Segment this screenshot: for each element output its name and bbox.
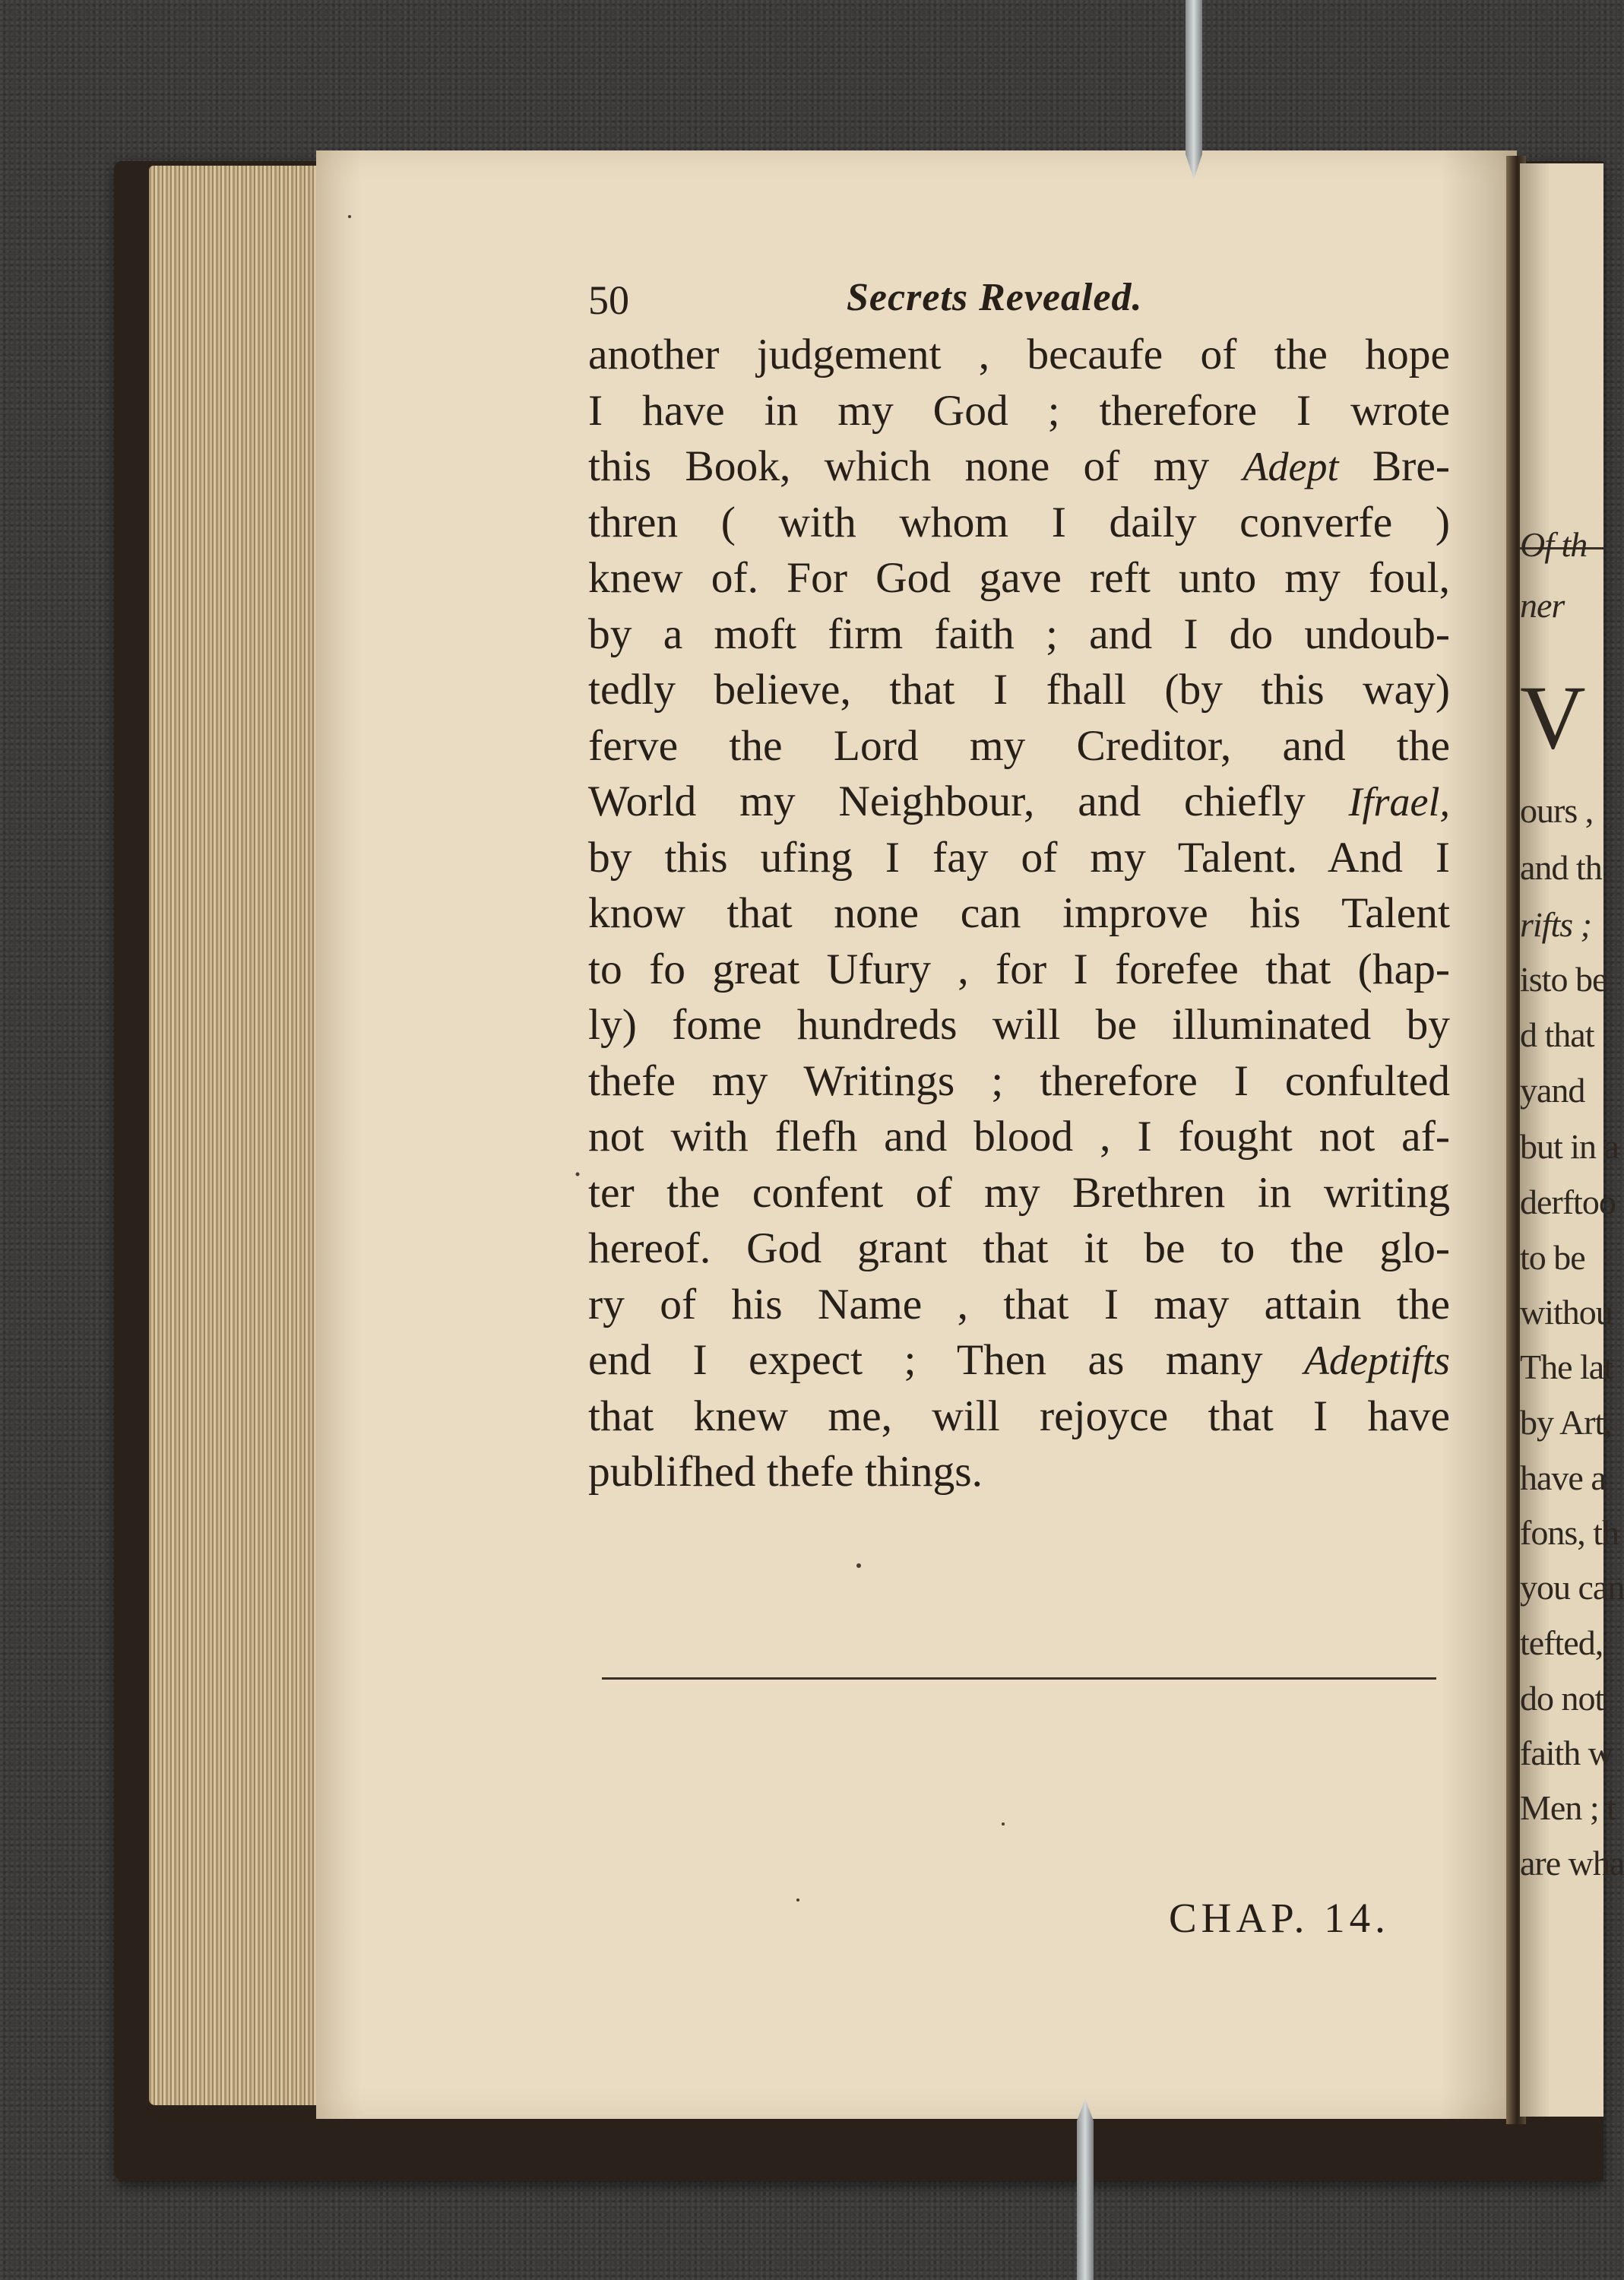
facing-page-line: withou	[1520, 1293, 1613, 1332]
text-run: ry of his Name , that I may attain the	[588, 1280, 1450, 1328]
text-line	[588, 942, 1450, 998]
text-line	[588, 606, 1450, 663]
text-line	[588, 997, 1450, 1053]
facing-page-line: derftoo	[1520, 1183, 1616, 1221]
text-line	[588, 1165, 1450, 1221]
facing-page-line: do not	[1520, 1679, 1604, 1718]
facing-page-line: d that	[1520, 1015, 1594, 1054]
text-line	[588, 1332, 1450, 1389]
text-line	[588, 662, 1450, 718]
facing-page-line: you can	[1520, 1568, 1624, 1607]
running-title: Secrets Revealed.	[847, 276, 1143, 319]
facing-page-line: ours ,	[1520, 791, 1594, 830]
text-run: thren ( with whom I daily converfe )	[588, 498, 1450, 546]
facing-page-line: V	[1520, 667, 1585, 768]
facing-page-line: to be	[1520, 1238, 1585, 1277]
text-run: I have in my God ; therefore I wrote	[588, 386, 1450, 435]
text-line	[588, 1389, 1450, 1445]
text-line	[588, 1109, 1450, 1165]
catchword: CHAP. 14.	[1169, 1895, 1390, 1941]
text-run: end I expect ; Then as many	[588, 1336, 1305, 1384]
facing-page-line: rifts ;	[1520, 905, 1591, 944]
facing-page-line: The lat	[1520, 1347, 1613, 1386]
text-line	[588, 1053, 1450, 1110]
running-head	[588, 277, 1450, 327]
text-line	[588, 327, 1450, 383]
facing-page-line: yand	[1520, 1071, 1585, 1110]
text-block	[588, 277, 1450, 1500]
text-run: thefe my Writings ; therefore I confulted	[588, 1056, 1450, 1105]
page-edges	[149, 166, 322, 2105]
text-run: ly) fome hundreds will be illuminated by	[588, 1001, 1450, 1049]
text-line	[588, 1277, 1450, 1333]
text-line	[588, 885, 1450, 942]
facing-page-line: isto be	[1520, 960, 1607, 999]
text-line	[588, 495, 1450, 551]
facing-page-line: Men ; t	[1520, 1788, 1616, 1827]
text-line	[588, 774, 1450, 830]
section-end-rule	[602, 1677, 1436, 1680]
text-run: World my Neighbour, and chiefly	[588, 777, 1349, 825]
text-line	[588, 550, 1450, 606]
text-run: that knew me, will rejoyce that I have	[588, 1392, 1450, 1440]
text-run: Bre-	[1338, 442, 1450, 490]
text-line	[588, 830, 1450, 886]
text-run: by this ufing I fay of my Talent. And I	[588, 833, 1450, 882]
facing-page-line: but in a	[1520, 1127, 1619, 1166]
text-line	[588, 1221, 1450, 1277]
text-run: hereof. God grant that it be to the glo-	[588, 1224, 1450, 1272]
facing-page-line: and th	[1520, 848, 1602, 887]
facing-page-line: tefted,	[1520, 1623, 1603, 1662]
text-run: another judgement , becaufe of the hope	[588, 331, 1450, 378]
facing-page-line: have a	[1520, 1458, 1606, 1497]
page-holder-needle-bottom	[1077, 2099, 1094, 2280]
text-run: to fo great Ufury , for I forefee that (hap-	[588, 945, 1450, 993]
text-run: this Book, which none of my	[588, 442, 1243, 490]
facing-page-line: are wha	[1520, 1844, 1624, 1883]
facing-page-line: fons, th	[1520, 1513, 1619, 1552]
text-run: publifhed thefe things.	[588, 1448, 983, 1496]
body-text	[588, 327, 1450, 1500]
italic-word: Ifrael,	[1348, 779, 1450, 825]
text-run: ter the confent of my Brethren in writing	[588, 1168, 1450, 1217]
text-line	[588, 383, 1450, 439]
text-run: tedly believe, that I fhall (by this way)	[588, 666, 1450, 714]
text-line	[588, 718, 1450, 774]
text-run: ferve the Lord my Creditor, and the	[588, 721, 1450, 770]
text-line	[588, 1444, 1450, 1500]
facing-page-line: faith w	[1520, 1734, 1613, 1772]
text-run: by a moft firm faith ; and I do undoub-	[588, 610, 1450, 658]
facing-page	[1520, 163, 1624, 2117]
text-line	[588, 439, 1450, 495]
text-run: know that none can improve his Talent	[588, 889, 1450, 937]
text-run: knew of. For God gave reft unto my foul,	[588, 554, 1450, 602]
facing-page-line: Of th	[1520, 525, 1588, 564]
facing-page-line: by Art,	[1520, 1403, 1612, 1442]
italic-word: Adeptifts	[1304, 1338, 1450, 1383]
page-holder-needle-top	[1186, 0, 1202, 179]
text-run: not with flefh and blood , I fought not af-	[588, 1113, 1450, 1161]
facing-page-line: ner	[1520, 586, 1565, 625]
page-number: 50	[588, 277, 629, 323]
italic-word: Adept	[1243, 444, 1339, 489]
